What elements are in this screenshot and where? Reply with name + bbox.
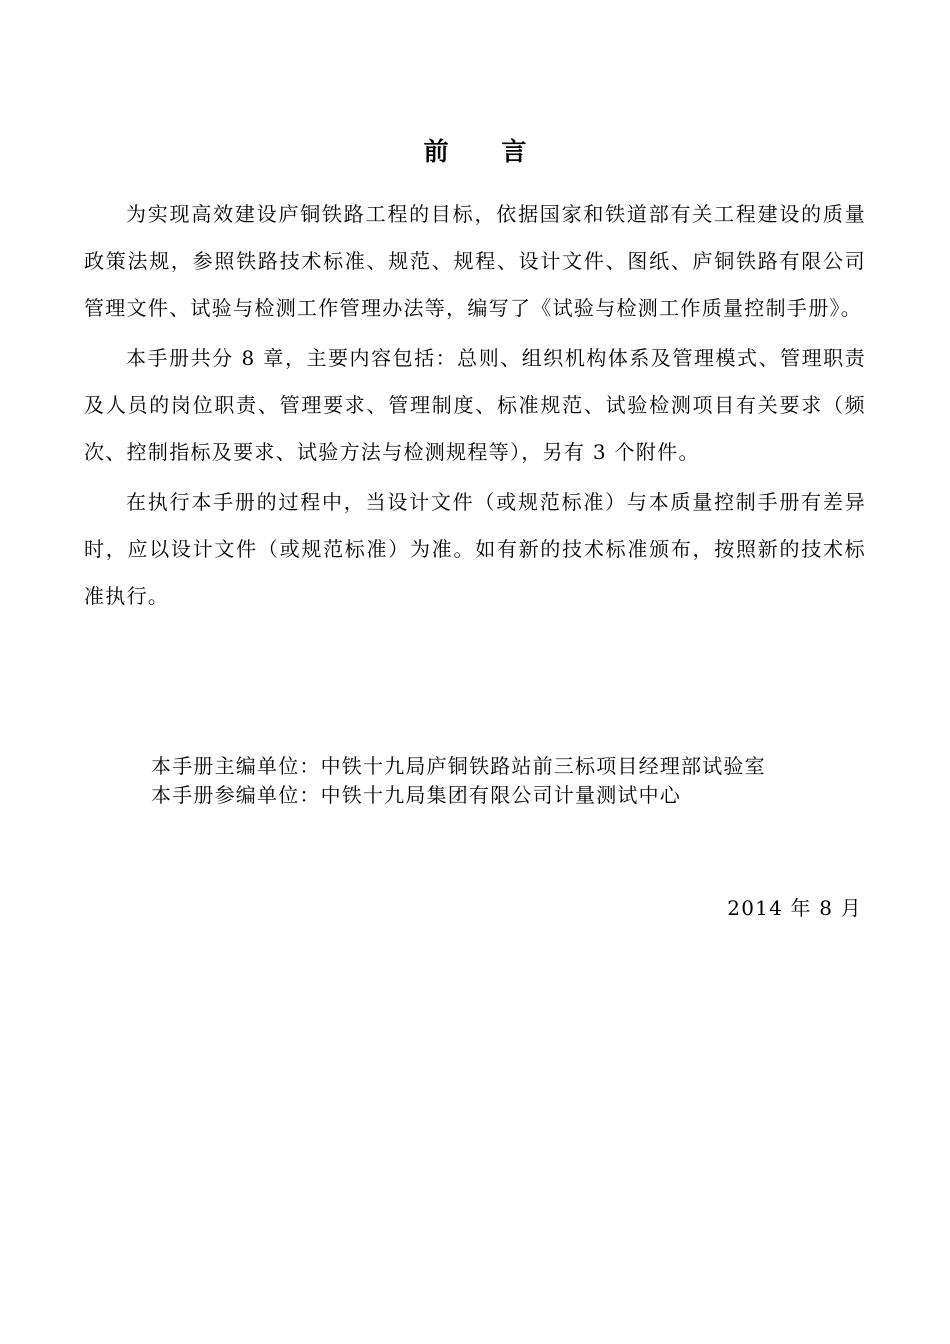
paragraph-precedence: 在执行本手册的过程中，当设计文件（或规范标准）与本质量控制手册有差异时，应以设计文件（或规范标准）为准。如有新的技术标准颁布，按照新的技术标准执行。 <box>84 490 866 608</box>
document-date: 2014 年 8 月 <box>727 896 862 920</box>
chief-editor-label: 本手册主编单位： <box>151 754 321 778</box>
paragraph-contents: 本手册共分 8 章，主要内容包括：总则、组织机构体系及管理模式、管理职责及人员的岗位职责、管理要求、管理制度、标准规范、试验检测项目有关要求（频次、控制指标及要求、试验方法与检测规程等），另有 3 个附件。 <box>84 346 866 464</box>
co-editor-line <box>0 781 950 810</box>
editors-block <box>0 752 950 810</box>
co-editor-label: 本手册参编单位： <box>151 783 321 807</box>
chief-editor-value: 中铁十九局庐铜铁路站前三标项目经理部试验室 <box>320 754 766 778</box>
co-editor-value: 中铁十九局集团有限公司计量测试中心 <box>320 783 682 807</box>
chief-editor-line <box>0 752 950 781</box>
page-title: 前 言 <box>423 137 549 166</box>
preface-body <box>84 191 866 620</box>
paragraph-purpose: 为实现高效建设庐铜铁路工程的目标，依据国家和铁道部有关工程建设的质量政策法规，参照铁路技术标准、规范、规程、设计文件、图纸、庐铜铁路有限公司管理文件、试验与检测工作管理办法等，编写了《试验与检测工作质量控制手册》。 <box>84 202 866 320</box>
